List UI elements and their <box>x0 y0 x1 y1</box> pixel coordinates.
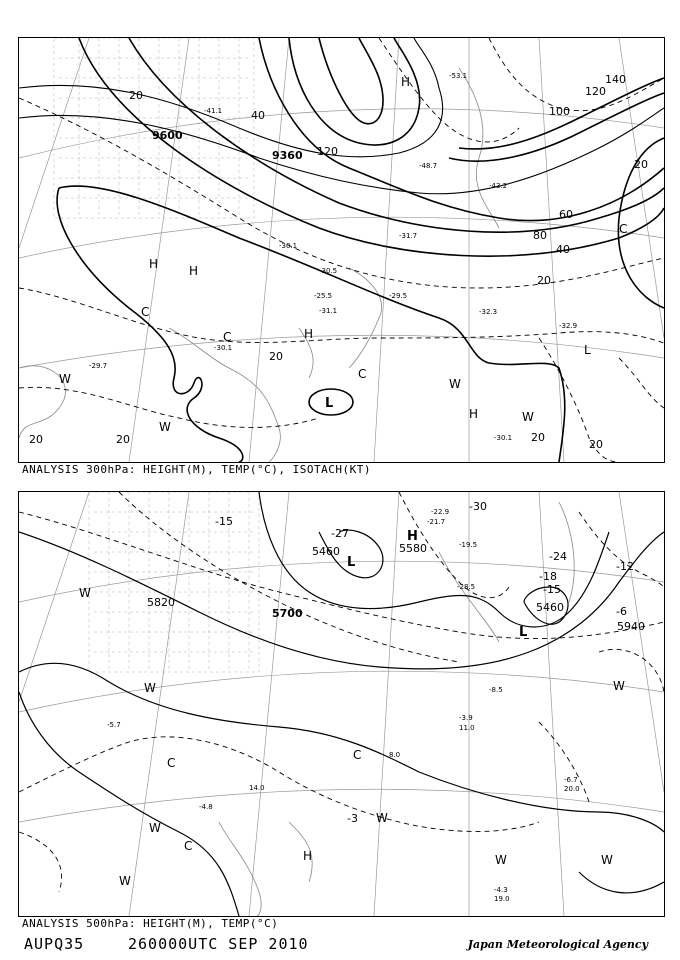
cold-symbol: C <box>184 839 193 853</box>
cold-symbol: C <box>353 748 362 762</box>
temp-obs-label: -32.3 <box>479 308 498 316</box>
isotach-label: 40 <box>251 109 265 122</box>
lat-lon-grid <box>19 492 664 916</box>
isotach-label: 20 <box>269 350 283 363</box>
cold-symbol: C <box>141 305 150 319</box>
height-label: 9360 <box>272 149 303 162</box>
low-pressure-symbol: L <box>519 625 528 640</box>
temp-obs-label: -30.1 <box>279 242 298 250</box>
temp-obs-label: -28.5 <box>457 583 476 591</box>
temp-obs-label: -41.1 <box>204 107 223 115</box>
isotach-lines <box>57 38 664 462</box>
isotherm-label: -27 <box>331 527 349 540</box>
temp-obs-label: -19.5 <box>459 541 478 549</box>
cold-symbol: C <box>223 330 232 344</box>
temp-obs-label: 11.0 <box>459 724 475 732</box>
isotach-label: 40 <box>556 243 570 256</box>
isotherm-label: -6 <box>616 605 627 618</box>
height-label: 5460 <box>536 601 564 614</box>
height-label: 5580 <box>399 542 427 555</box>
temp-obs-label: -5.7 <box>107 721 121 729</box>
height-label: 9600 <box>152 129 183 142</box>
warm-symbol: W <box>119 874 131 888</box>
high-pressure-symbol: H <box>401 75 411 89</box>
height-label: 5940 <box>617 620 645 633</box>
temp-obs-label: -4.3 <box>494 886 508 894</box>
isotach-label: 60 <box>559 208 573 221</box>
temp-obs-label: -32.9 <box>559 322 578 330</box>
warm-symbol: W <box>149 821 161 835</box>
isotach-label: 80 <box>533 229 547 242</box>
analysis-time: 260000UTC SEP 2010 <box>128 935 309 953</box>
map-300hpa-canvas <box>19 38 664 462</box>
isotach-label: 20 <box>531 431 545 444</box>
temp-obs-label: -48.7 <box>419 162 438 170</box>
isotherm-label: -15 <box>543 583 561 596</box>
warm-symbol: W <box>159 420 171 434</box>
isotherm-label: -12 <box>616 560 634 573</box>
temp-obs-label: 20.0 <box>564 785 580 793</box>
high-pressure-symbol: H <box>149 257 159 271</box>
temp-obs-label: -30.1 <box>494 434 513 442</box>
isotherm-label: -30 <box>469 500 487 513</box>
high-pressure-symbol: H <box>407 529 418 544</box>
high-pressure-symbol: H <box>469 407 479 421</box>
temp-obs-label: 19.0 <box>494 895 510 903</box>
low-pressure-symbol: L <box>325 396 334 411</box>
isotach-label: 120 <box>317 145 338 158</box>
temp-obs-label: -30.5 <box>319 267 338 275</box>
map-panel-500hpa <box>18 491 665 917</box>
warm-symbol: W <box>613 679 625 693</box>
isotach-label: 20 <box>116 433 130 446</box>
temp-obs-label: -43.2 <box>489 182 508 190</box>
temp-obs-label: 8.0 <box>389 751 401 759</box>
warm-symbol: W <box>79 586 91 600</box>
height-label: 5700 <box>272 607 303 620</box>
height-contours <box>19 492 664 916</box>
bulletin-code: AUPQ35 <box>24 935 85 953</box>
cold-symbol: C <box>167 756 176 770</box>
map-panel-300hpa <box>18 37 665 463</box>
isotach-label: 20 <box>537 274 551 287</box>
map-500hpa-canvas <box>19 492 664 916</box>
temp-obs-label: -22.9 <box>431 508 450 516</box>
temp-obs-label: -25.5 <box>314 292 333 300</box>
height-label: 5460 <box>312 545 340 558</box>
hatched-region <box>54 38 254 218</box>
temp-obs-label: -21.7 <box>427 518 446 526</box>
warm-symbol: W <box>522 410 534 424</box>
isotach-label: 140 <box>605 73 626 86</box>
warm-symbol: W <box>144 681 156 695</box>
temp-obs-label: -29.5 <box>389 292 408 300</box>
warm-symbol: W <box>495 853 507 867</box>
warm-symbol: W <box>59 372 71 386</box>
coastlines <box>219 502 574 916</box>
temp-obs-label: -30.1 <box>214 344 233 352</box>
isotach-label: 20 <box>29 433 43 446</box>
high-pressure-symbol: H <box>189 264 199 278</box>
height-label: 5820 <box>147 596 175 609</box>
hatched-region <box>89 492 259 672</box>
isotherm-lines <box>19 492 664 892</box>
temp-obs-label: -53.1 <box>449 72 468 80</box>
temp-obs-label: -29.7 <box>89 362 108 370</box>
isotherm-label: -3 <box>347 812 358 825</box>
high-pressure-symbol: H <box>304 327 314 341</box>
temp-obs-label: -3.9 <box>459 714 473 722</box>
cold-symbol: C <box>619 222 628 236</box>
isotherm-label: -15 <box>215 515 233 528</box>
panel-300hpa-caption: ANALYSIS 300hPa: HEIGHT(M), TEMP(°C), ISOTACH(KT) <box>22 463 372 476</box>
isotach-label: 20 <box>589 438 603 451</box>
temp-obs-label: -31.7 <box>399 232 418 240</box>
isotach-label: 20 <box>129 89 143 102</box>
isotherm-label: -24 <box>549 550 567 563</box>
panel-500hpa-caption: ANALYSIS 500hPa: HEIGHT(M), TEMP(°C) <box>22 917 279 930</box>
temp-obs-label: -4.8 <box>199 803 213 811</box>
temp-obs-label: -31.1 <box>319 307 338 315</box>
high-pressure-symbol: H <box>303 849 313 863</box>
warm-symbol: W <box>449 377 461 391</box>
temp-obs-label: -8.5 <box>489 686 503 694</box>
temp-obs-label: -6.7 <box>564 776 578 784</box>
isotach-label: 100 <box>549 105 570 118</box>
isotherm-label: -18 <box>539 570 557 583</box>
cold-symbol: C <box>358 367 367 381</box>
coastlines <box>19 68 499 462</box>
agency-credit: Japan Meteorological Agency <box>467 938 648 951</box>
temp-obs-label: 14.0 <box>249 784 265 792</box>
low-pressure-symbol: L <box>584 343 591 357</box>
isotach-label: 20 <box>634 158 648 171</box>
low-pressure-symbol: L <box>347 555 356 570</box>
warm-symbol: W <box>601 853 613 867</box>
warm-symbol: W <box>376 811 388 825</box>
isotach-label: 120 <box>585 85 606 98</box>
